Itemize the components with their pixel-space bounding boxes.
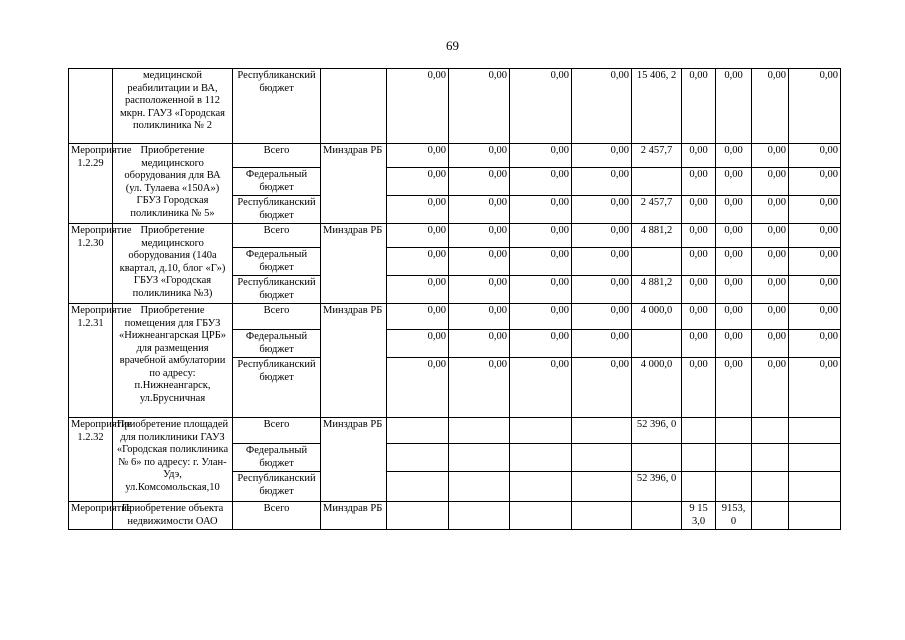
- value-cell: 0,00: [510, 69, 572, 144]
- value-cell: 0,00: [510, 330, 572, 358]
- value-cell: 0,00: [682, 224, 716, 248]
- value-cell: 0,00: [387, 276, 449, 304]
- value-cell: 0,00: [752, 168, 789, 196]
- funding-source: Республиканский бюджет: [233, 472, 321, 502]
- activity-name: Приобретение медицинского оборудования (140а квартал, д.10, блог «Г») ГБУЗ «Городская поликлиника №3): [113, 224, 233, 304]
- value-cell: 0,00: [449, 69, 510, 144]
- value-cell: 0,00: [387, 304, 449, 330]
- executor: Минздрав РБ: [321, 418, 387, 502]
- funding-source: Федеральный бюджет: [233, 330, 321, 358]
- funding-source: Всего: [233, 304, 321, 330]
- value-cell: [789, 444, 841, 472]
- value-cell: 15 406, 2: [632, 69, 682, 144]
- value-cell: 0,00: [387, 144, 449, 168]
- value-cell: 0,00: [510, 276, 572, 304]
- value-cell: 4 881,2: [632, 276, 682, 304]
- value-cell: [510, 418, 572, 444]
- activity-name: Приобретение площадей для поликлиники ГАУЗ «Городская поликлиника № 6» по адресу: г. Улан-Удэ, ул.Комсомольская,10: [113, 418, 233, 502]
- funding-table: [68, 68, 841, 530]
- value-cell: [716, 444, 752, 472]
- value-cell: 0,00: [789, 248, 841, 276]
- value-cell: [510, 472, 572, 502]
- value-cell: 0,00: [716, 196, 752, 224]
- value-cell: 0,00: [716, 69, 752, 144]
- executor: [321, 69, 387, 144]
- activity-id: Мероприятие 1.2.29: [69, 144, 113, 224]
- value-cell: 0,00: [572, 224, 632, 248]
- value-cell: 0,00: [572, 248, 632, 276]
- table-row: [69, 418, 841, 444]
- value-cell: [449, 444, 510, 472]
- value-cell: 0,00: [682, 330, 716, 358]
- value-cell: 0,00: [789, 224, 841, 248]
- value-cell: 0,00: [449, 248, 510, 276]
- funding-source: Всего: [233, 502, 321, 530]
- value-cell: 0,00: [510, 248, 572, 276]
- value-cell: 0,00: [449, 168, 510, 196]
- value-cell: [572, 444, 632, 472]
- value-cell: 0,00: [510, 224, 572, 248]
- value-cell: [752, 472, 789, 502]
- table-row: [69, 69, 841, 144]
- value-cell: [682, 418, 716, 444]
- activity-name: Приобретение медицинского оборудования для ВА (ул. Тулаева «150А») ГБУЗ Городская поликлиника № 5»: [113, 144, 233, 224]
- value-cell: [387, 502, 449, 530]
- value-cell: [752, 444, 789, 472]
- table-row: [69, 224, 841, 248]
- value-cell: 0,00: [387, 69, 449, 144]
- funding-source: Республиканский бюджет: [233, 196, 321, 224]
- value-cell: 0,00: [449, 196, 510, 224]
- value-cell: 0,00: [789, 358, 841, 418]
- value-cell: 4 881,2: [632, 224, 682, 248]
- executor: Минздрав РБ: [321, 144, 387, 224]
- value-cell: 0,00: [716, 358, 752, 418]
- value-cell: [789, 418, 841, 444]
- value-cell: 0,00: [510, 144, 572, 168]
- executor: Минздрав РБ: [321, 304, 387, 418]
- value-cell: [632, 168, 682, 196]
- value-cell: 0,00: [752, 358, 789, 418]
- value-cell: 52 396, 0: [632, 472, 682, 502]
- value-cell: 0,00: [510, 196, 572, 224]
- value-cell: 9153, 0: [716, 502, 752, 530]
- activity-id: [69, 69, 113, 144]
- value-cell: [387, 444, 449, 472]
- value-cell: 0,00: [449, 224, 510, 248]
- value-cell: [716, 472, 752, 502]
- funding-source: Федеральный бюджет: [233, 248, 321, 276]
- value-cell: 0,00: [789, 196, 841, 224]
- funding-source: Всего: [233, 418, 321, 444]
- page-number: 69: [446, 38, 459, 53]
- value-cell: 0,00: [572, 304, 632, 330]
- funding-source: Республиканский бюджет: [233, 69, 321, 144]
- value-cell: [572, 472, 632, 502]
- value-cell: 0,00: [387, 196, 449, 224]
- activity-id: Мероприятие 1.2.32: [69, 418, 113, 502]
- table-row: [69, 144, 841, 168]
- value-cell: 0,00: [716, 144, 752, 168]
- funding-source: Федеральный бюджет: [233, 168, 321, 196]
- value-cell: 0,00: [752, 196, 789, 224]
- executor: Минздрав РБ: [321, 224, 387, 304]
- value-cell: [752, 418, 789, 444]
- value-cell: [572, 502, 632, 530]
- value-cell: 0,00: [682, 304, 716, 330]
- value-cell: 0,00: [682, 144, 716, 168]
- activity-name: медицинской реабилитации и ВА, расположенной в 112 мкрн. ГАУЗ «Городская поликлиника № 2: [113, 69, 233, 144]
- funding-source: Всего: [233, 144, 321, 168]
- value-cell: 0,00: [716, 304, 752, 330]
- activity-name: Приобретение помещения для ГБУЗ «Нижнеангарская ЦРБ» для размещения врачебной амбулатории по адресу: п.Нижнеангарск, ул.Брусничная: [113, 304, 233, 418]
- value-cell: 0,00: [682, 69, 716, 144]
- value-cell: 0,00: [449, 330, 510, 358]
- value-cell: 0,00: [510, 358, 572, 418]
- value-cell: 0,00: [449, 358, 510, 418]
- value-cell: 0,00: [387, 330, 449, 358]
- value-cell: 0,00: [572, 358, 632, 418]
- value-cell: 0,00: [387, 168, 449, 196]
- value-cell: 0,00: [572, 330, 632, 358]
- value-cell: 0,00: [682, 276, 716, 304]
- value-cell: [752, 502, 789, 530]
- value-cell: 9 15 3,0: [682, 502, 716, 530]
- value-cell: 0,00: [752, 276, 789, 304]
- value-cell: [449, 502, 510, 530]
- funding-source: Республиканский бюджет: [233, 358, 321, 418]
- value-cell: [682, 444, 716, 472]
- value-cell: 0,00: [572, 196, 632, 224]
- value-cell: 0,00: [572, 69, 632, 144]
- value-cell: 0,00: [572, 144, 632, 168]
- value-cell: 0,00: [682, 196, 716, 224]
- activity-id: Мероприятие 1.2.31: [69, 304, 113, 418]
- table-row: [69, 304, 841, 330]
- value-cell: 0,00: [789, 304, 841, 330]
- value-cell: 0,00: [716, 224, 752, 248]
- funding-source: Всего: [233, 224, 321, 248]
- value-cell: [789, 472, 841, 502]
- value-cell: 0,00: [572, 168, 632, 196]
- value-cell: 4 000,0: [632, 304, 682, 330]
- value-cell: 0,00: [789, 330, 841, 358]
- value-cell: [387, 472, 449, 502]
- table-row: [69, 502, 841, 530]
- funding-source: Республиканский бюджет: [233, 276, 321, 304]
- value-cell: 0,00: [716, 276, 752, 304]
- value-cell: 0,00: [387, 358, 449, 418]
- value-cell: 0,00: [752, 248, 789, 276]
- value-cell: 4 000,0: [632, 358, 682, 418]
- value-cell: 0,00: [789, 276, 841, 304]
- executor: Минздрав РБ: [321, 502, 387, 530]
- activity-id: Мероприятие: [69, 502, 113, 530]
- value-cell: 0,00: [682, 358, 716, 418]
- value-cell: 0,00: [449, 276, 510, 304]
- value-cell: [632, 330, 682, 358]
- activity-name: Приобретение объекта недвижимости ОАО: [113, 502, 233, 530]
- value-cell: 0,00: [716, 330, 752, 358]
- value-cell: [632, 248, 682, 276]
- activity-id: Мероприятие 1.2.30: [69, 224, 113, 304]
- value-cell: 0,00: [789, 144, 841, 168]
- funding-source: Федеральный бюджет: [233, 444, 321, 472]
- value-cell: 0,00: [752, 330, 789, 358]
- value-cell: [449, 472, 510, 502]
- value-cell: 0,00: [789, 69, 841, 144]
- value-cell: 0,00: [789, 168, 841, 196]
- value-cell: 2 457,7: [632, 196, 682, 224]
- value-cell: [449, 418, 510, 444]
- value-cell: [632, 502, 682, 530]
- value-cell: [510, 502, 572, 530]
- value-cell: [632, 444, 682, 472]
- value-cell: [510, 444, 572, 472]
- value-cell: 0,00: [510, 168, 572, 196]
- value-cell: 0,00: [387, 224, 449, 248]
- value-cell: 0,00: [387, 248, 449, 276]
- value-cell: 0,00: [572, 276, 632, 304]
- value-cell: 0,00: [752, 224, 789, 248]
- value-cell: 0,00: [716, 168, 752, 196]
- value-cell: [716, 418, 752, 444]
- value-cell: 52 396, 0: [632, 418, 682, 444]
- value-cell: 0,00: [752, 69, 789, 144]
- value-cell: 0,00: [682, 248, 716, 276]
- value-cell: [789, 502, 841, 530]
- value-cell: 0,00: [449, 144, 510, 168]
- value-cell: [682, 472, 716, 502]
- value-cell: [387, 418, 449, 444]
- value-cell: 0,00: [752, 304, 789, 330]
- value-cell: 0,00: [510, 304, 572, 330]
- value-cell: 0,00: [682, 168, 716, 196]
- value-cell: [572, 418, 632, 444]
- value-cell: 0,00: [449, 304, 510, 330]
- value-cell: 2 457,7: [632, 144, 682, 168]
- value-cell: 0,00: [716, 248, 752, 276]
- value-cell: 0,00: [752, 144, 789, 168]
